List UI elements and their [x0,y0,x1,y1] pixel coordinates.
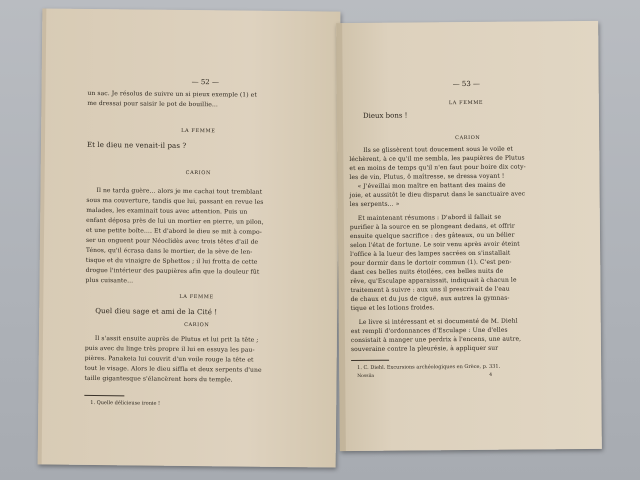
femme-line: Et le dieu ne venait-il pas ? [86,140,187,150]
text-line: Ils se glissèrent tout doucement sous le voile et [363,145,514,154]
text-line: « J'éveillai mon maître en battant des mains de [357,181,506,190]
text-line: plus cuisante… [85,276,134,285]
heading-la-femme: LA FEMME [179,293,214,301]
left-page-edge [38,8,47,464]
text-line: un sac. Je résolus de suivre un si pieux exemple (1) et [87,89,257,99]
text-line: drogue l'intérieur des paupières afin que la douleur fût [85,266,260,276]
text-line: Ténos, qu'il écrasa dans le mortier, de la sève de len- [85,246,253,256]
femme-line: Quel dieu sage et ami de la Cité ! [95,307,218,317]
text-line: enfant déposa près de lui un mortier en pierre, un pilon, [86,216,264,226]
signature-mark: Nossiia [357,373,375,379]
text-line: rêve, qu'Esculape apparaissait, indiquait à chacun le [350,276,517,286]
text-line: Il s'assit ensuite auprès de Plutus et lui prit la tête ; [94,335,259,344]
text-line: tout le visage. Alors le dieu siffla et deux serpents d'une [84,364,262,374]
heading-la-femme: LA FEMME [448,99,484,107]
text-line: malades, les examinait tous avec attention. Puis un [86,206,248,216]
text-line: consistait à manger une perdrix à l'encens, une autre, [350,335,522,345]
text-line: tique et les lotions froides. [350,304,435,313]
text-line: les serpents… » [349,200,400,209]
heading-carion: CARION [185,169,211,177]
text-line: Le livre si intéressant et si documenté de M. Diehl [358,317,518,326]
left-page [38,8,341,467]
text-line: les de vin, Plutus, ô maîtresse, se dressa voyant ! [349,172,505,182]
text-line: pour dormir dans le dortoir commun (1). C'est pen- [350,258,512,268]
text-line: Et maintenant résumons : D'abord il fallait se [357,213,502,222]
footnote: 1. Quelle délicieuse ironie ! [90,399,161,407]
page-number-right: — 53 — [452,79,481,89]
text-line: tisque et du vinaigre de Sphettos ; il lui frotta de cette [85,256,258,266]
text-line: léchèrent, à ce qu'il me sembla, les paupières de Plutus [349,154,525,164]
text-line: me dressai pour saisir le pot de bouillie… [87,99,219,109]
text-line: purifier à la source en se plongeant dedans, et offrir [349,222,515,232]
text-line: ensuite quelque sacrifice : des gâteaux, ou un bélier [349,231,515,241]
text-line: selon l'état de fortune. Le soir venu après avoir éteint [350,240,520,250]
text-line: dant ces belles nuits étoilées, ces belles nuits de [350,267,504,277]
heading-carion: CARION [184,321,210,329]
heading-la-femme: LA FEMME [181,127,216,135]
text-line: et une petite boîte…. Et d'abord le dieu se mit à compo- [86,226,262,236]
text-line: taille gigantesque s'élancèrent hors du temple. [84,374,233,384]
text-line: souveraine contre la pleurésie, à appliquer sur [350,344,499,354]
text-line: Il ne tarda guère… alors je me cachai tout tremblant [96,187,263,196]
text-line: est rempli d'ordonnances d'Esculape : Une d'elles [350,326,508,336]
signature-number: 4 [489,372,493,378]
text-line: puis avec du linge très propre il lui en essuya les pau- [84,344,255,354]
right-page [336,21,602,451]
right-page-gutter [336,23,346,451]
page-number-left: — 52 — [191,78,220,87]
text-line: ser un onguent pour Néoclidès avec trois têtes d'ail de [85,236,259,246]
text-line: de chaux et du jus de ciguë, aux autres la gymnas- [350,294,510,304]
heading-carion: CARION [455,134,481,142]
text-line: et en moins de temps qu'il n'en faut pour boire dix coty- [349,163,526,173]
text-line: l'office à la lueur des lampes sacrées on s'installait [350,249,511,259]
femme-line: Dieux bons ! [362,111,408,120]
footnote-rule [351,360,389,361]
footnote: 1. C. Diehl. Excursions archéologiques en Grèce, p. 331. [357,363,501,371]
text-line: traitement à suivre : aux uns il prescrivait de l'eau [350,285,510,295]
text-line: sous ma couverture, tandis que lui, passant en revue les [86,196,264,206]
text-line: pières. Panakeia lui couvrit d'un voile rouge la tête et [84,354,254,364]
footnote-rule [84,395,124,396]
text-line: joie, et aussitôt le dieu disparut dans le sanctuaire avec [349,190,526,200]
